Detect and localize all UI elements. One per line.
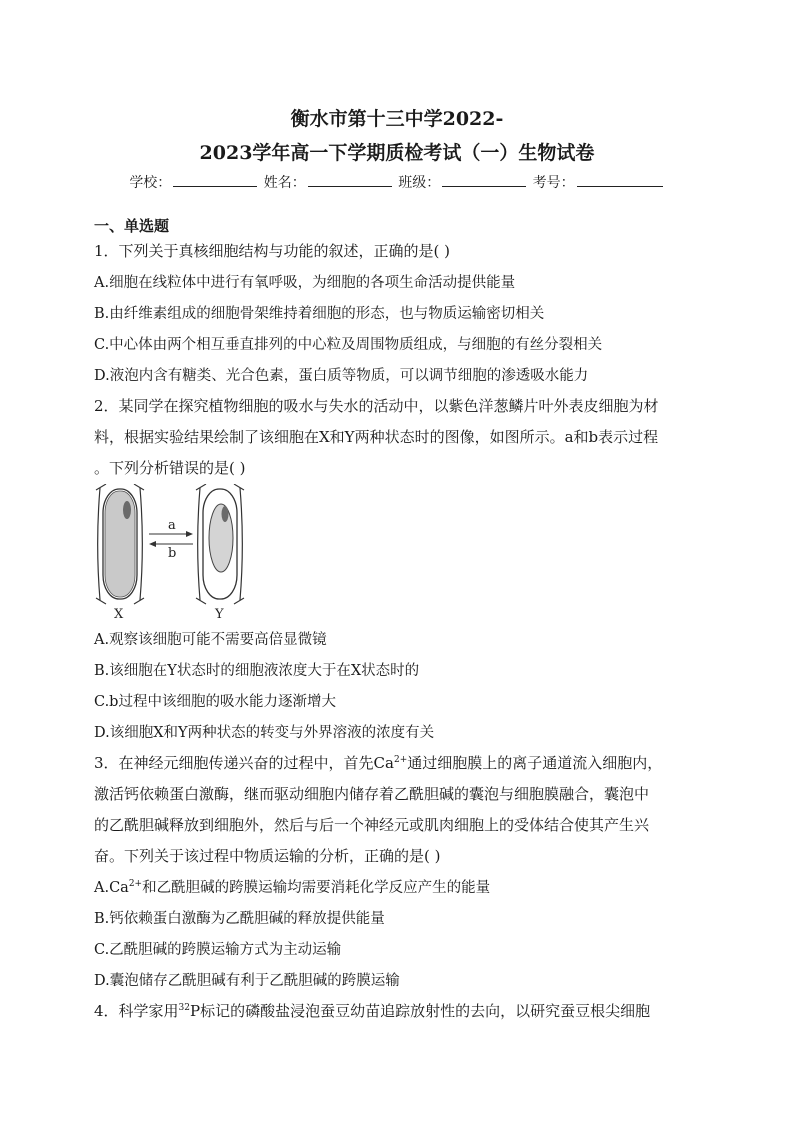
- q2-stem-line3: 。下列分析错误的是( ): [94, 459, 246, 477]
- arrow-label-a: a: [168, 518, 176, 533]
- plasmolysis-diagram: [94, 484, 254, 624]
- name-label: 姓名：: [263, 175, 306, 191]
- cell-label-y: Y: [215, 607, 224, 622]
- q3-stem-line4: 奋。下列关于该过程中物质运输的分析，正确的是( ): [94, 847, 441, 865]
- q1-option-d: D.液泡内含有糖类、光合色素，蛋白质等物质，可以调节细胞的渗透吸水能力: [94, 368, 589, 384]
- q2-stem-line1: 2．某同学在探究植物细胞的吸水与失水的活动中，以紫色洋葱鳞片叶外表皮细胞为材: [94, 397, 659, 415]
- q2-option-d: D.该细胞X和Y两种状态的转变与外界溶液的浓度有关: [94, 725, 435, 741]
- q3-stem-line2: 激活钙依赖蛋白激酶，继而驱动细胞内储存着乙酰胆碱的囊泡与细胞膜融合，囊泡中: [94, 785, 650, 803]
- plant-cell-figure: [94, 484, 254, 624]
- q3-option-b: B.钙依赖蛋白激酶为乙酰胆碱的释放提供能量: [94, 911, 385, 927]
- school-label: 学校：: [129, 175, 172, 191]
- cell-x: [96, 484, 144, 604]
- exam-no-label: 考号：: [532, 175, 575, 191]
- q3-option-a-charge: 2+: [128, 879, 143, 890]
- q3-stem-line1-pre: 3．在神经元细胞传递兴奋的过程中，首先Ca: [94, 754, 394, 772]
- q2-stem-line2: 料，根据实验结果绘制了该细胞在X和Y两种状态时的图像，如图所示。a和b表示过程: [94, 428, 659, 446]
- q3-option-c: C.乙酰胆碱的跨膜运输方式为主动运输: [94, 942, 342, 958]
- class-label: 班级：: [398, 175, 441, 191]
- q3-option-d: D.囊泡储存乙酰胆碱有利于乙酰胆碱的跨膜运输: [94, 973, 400, 989]
- exam-title-line2: 2023学年高一下学期质检考试（一）生物试卷: [199, 142, 595, 164]
- q3-ion-charge: 2+: [393, 755, 408, 765]
- cell-label-x: X: [114, 607, 124, 622]
- q1-stem: 1．下列关于真核细胞结构与功能的叙述，正确的是( ): [94, 242, 451, 260]
- q3-stem-line1: [94, 752, 714, 773]
- q3-stem-line1-post: 通过细胞膜上的离子通道流入细胞内，: [407, 754, 663, 772]
- q4-stem-pre: 4．科学家用: [94, 1002, 179, 1020]
- q1-option-b: B.由纤维素组成的细胞骨架维持着细胞的形态，也与物质运输密切相关: [94, 306, 545, 322]
- school-blank[interactable]: [173, 172, 257, 187]
- process-arrows: [149, 518, 193, 561]
- name-blank[interactable]: [308, 172, 392, 187]
- q1-option-c: C.中心体由两个相互垂直排列的中心粒及周围物质组成，与细胞的有丝分裂相关: [94, 337, 603, 353]
- q3-option-a-pre: A.Ca: [94, 880, 129, 896]
- q3-option-a-post: 和乙酰胆碱的跨膜运输均需要消耗化学反应产生的能量: [142, 880, 491, 896]
- arrow-label-b: b: [168, 546, 177, 561]
- cell-y: [196, 484, 244, 604]
- q2-option-b: B.该细胞在Y状态时的细胞液浓度大于在X状态时的: [94, 663, 420, 679]
- section-title: 一、单选题: [94, 217, 170, 235]
- q2-option-a: A.观察该细胞可能不需要高倍显微镜: [94, 632, 327, 648]
- student-info-line: [0, 172, 794, 192]
- q3-option-a: [94, 876, 714, 897]
- exam-no-blank[interactable]: [577, 172, 663, 187]
- q1-option-a: A.细胞在线粒体中进行有氧呼吸，为细胞的各项生命活动提供能量: [94, 275, 516, 291]
- class-blank[interactable]: [442, 172, 526, 187]
- q4-isotope-mass: 32: [178, 1003, 190, 1013]
- q4-stem-post: P标记的磷酸盐浸泡蚕豆幼苗追踪放射性的去向，以研究蚕豆根尖细胞: [190, 1002, 651, 1020]
- q2-option-c: C.b过程中该细胞的吸水能力逐渐增大: [94, 694, 336, 710]
- exam-title-line1: 衡水市第十三中学2022-: [290, 108, 504, 130]
- q3-stem-line3: 的乙酰胆碱释放到细胞外，然后与后一个神经元或肌肉细胞上的受体结合使其产生兴: [94, 816, 650, 834]
- q4-stem-line1: [94, 1000, 714, 1021]
